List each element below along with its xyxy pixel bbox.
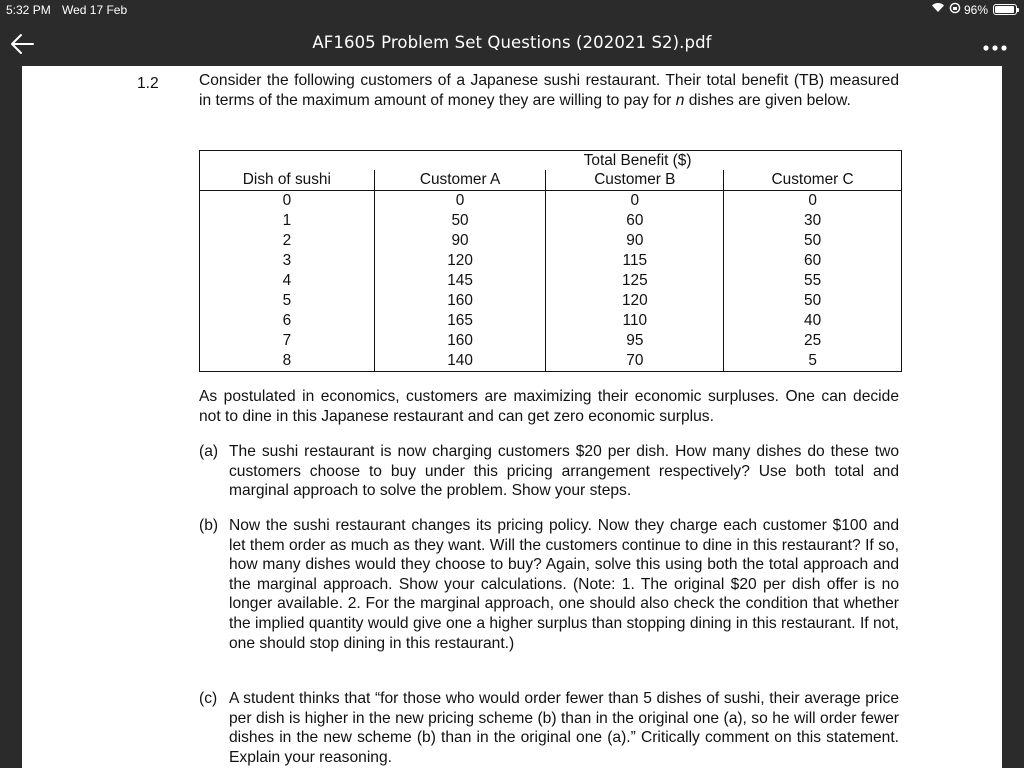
status-date: Wed 17 Feb [62,3,128,17]
table-row [200,351,902,372]
part-label: (b) [199,517,219,534]
document-title: AF1605 Problem Set Questions (202021 S2).pdf [312,33,712,52]
column-header: Dish of sushi [200,170,375,191]
table-row [200,191,902,212]
table-cell: 145 [374,271,546,291]
table-cell: 40 [724,311,902,331]
table-cell: 125 [546,271,724,291]
part-text: Now the sushi restaurant changes its pricing policy. Now they charge each customer $100 and let them order as much as they want. Will the customers continue to dine in this restaurant? If so, how many dishes would they choose to buy? Again, solve this using both the total approach and the marginal approach. Show your calculations. (Note: 1. The original $20 per dish offer is no longer available. 2. For the marginal approach, one should also check the condition that whether the implied quantity would give one a higher surplus than stopping dining in this restaurant. If not, one should stop dining in this restaurant.) [229,517,899,652]
table-row [200,211,902,231]
table-cell: 95 [546,331,724,351]
table-cell: 4 [282,272,292,289]
part-text: The sushi restaurant is now charging customers $20 per dish. How many dishes do these two customers choose to buy under this pricing arrangement respectively? Use both total and marginal approach to solve the problem. Show your steps. [229,443,899,500]
total-benefit-header: Total Benefit ($) [583,152,692,169]
table-row [200,231,902,251]
table-cell: 50 [374,211,546,231]
nav-bar [0,22,1024,66]
part-label: (c) [199,690,218,707]
table-cell: 160 [374,331,546,351]
question-part-c [199,689,899,767]
table-cell: 0 [374,191,546,212]
table-cell: 120 [374,251,546,271]
table-cell: 8 [282,352,292,369]
table-group-header-row [200,151,902,171]
table-cell: 2 [282,232,292,249]
table-cell: 60 [546,211,724,231]
table-row [200,291,902,311]
table-header-cell [200,151,375,171]
column-header: Customer C [724,170,902,191]
table-cell: 60 [724,251,902,271]
table-cell: 55 [724,271,902,291]
pdf-page[interactable] [22,66,1002,768]
benefit-table [199,150,902,372]
table-cell: 0 [724,191,902,212]
table-cell: 3 [282,252,292,269]
table-cell: 6 [282,312,292,329]
table-cell: 120 [546,291,724,311]
table-cell: 25 [724,331,902,351]
table-cell: 90 [374,231,546,251]
orientation-lock-icon [949,2,961,17]
table-header-row [200,170,902,191]
surplus-paragraph-text: As postulated in economics, customers are maximizing their economic surpluses. One can decide not to dine in this Japanese restaurant and can get zero economic surplus. [199,388,899,425]
column-header: Customer A [374,170,546,191]
table-cell: 5 [282,292,292,309]
table-cell: 160 [374,291,546,311]
surplus-paragraph [199,387,899,426]
question-number: 1.2 [137,75,159,92]
table-cell: 50 [724,291,902,311]
table-cell: 70 [546,351,724,372]
table-row [200,311,902,331]
column-header: Customer B [546,170,724,191]
status-time: 5:32 PM [6,3,51,17]
table-cell: 1 [282,212,292,229]
table-row [200,271,902,291]
table-row [200,251,902,271]
battery-percent: 96% [964,3,989,17]
battery-level [995,6,1014,13]
question-intro: Consider the following customers of a Japanese sushi restaurant. Their total benefit (TB) measured in terms of the maximum amount of money they are willing to pay for n dishes are given below. [199,72,899,109]
battery-icon [993,4,1017,15]
more-options-icon[interactable] [982,39,1008,47]
table-cell: 90 [546,231,724,251]
table-cell: 5 [724,351,902,372]
status-bar [0,0,1024,22]
table-cell: 110 [546,311,724,331]
table-cell: 0 [282,192,292,209]
table-cell: 0 [546,191,724,212]
table-cell: 30 [724,211,902,231]
part-text: A student thinks that “for those who would order fewer than 5 dishes of sushi, their average price per dish is higher in the new pricing scheme (b) than in the original one (a), so he will order fewer dishes in the new scheme (b) than in the original one (a).” Critically comment on this statement. Explain your reasoning. [229,690,899,766]
wifi-icon [931,1,945,16]
table-row [200,331,902,351]
table-cell: 115 [546,251,724,271]
question-part-b [199,516,899,653]
table-cell: 165 [374,311,546,331]
table-cell: 140 [374,351,546,372]
table-cell: 7 [282,332,292,349]
question-part-a [199,442,899,501]
part-label: (a) [199,443,219,460]
table-cell: 50 [724,231,902,251]
